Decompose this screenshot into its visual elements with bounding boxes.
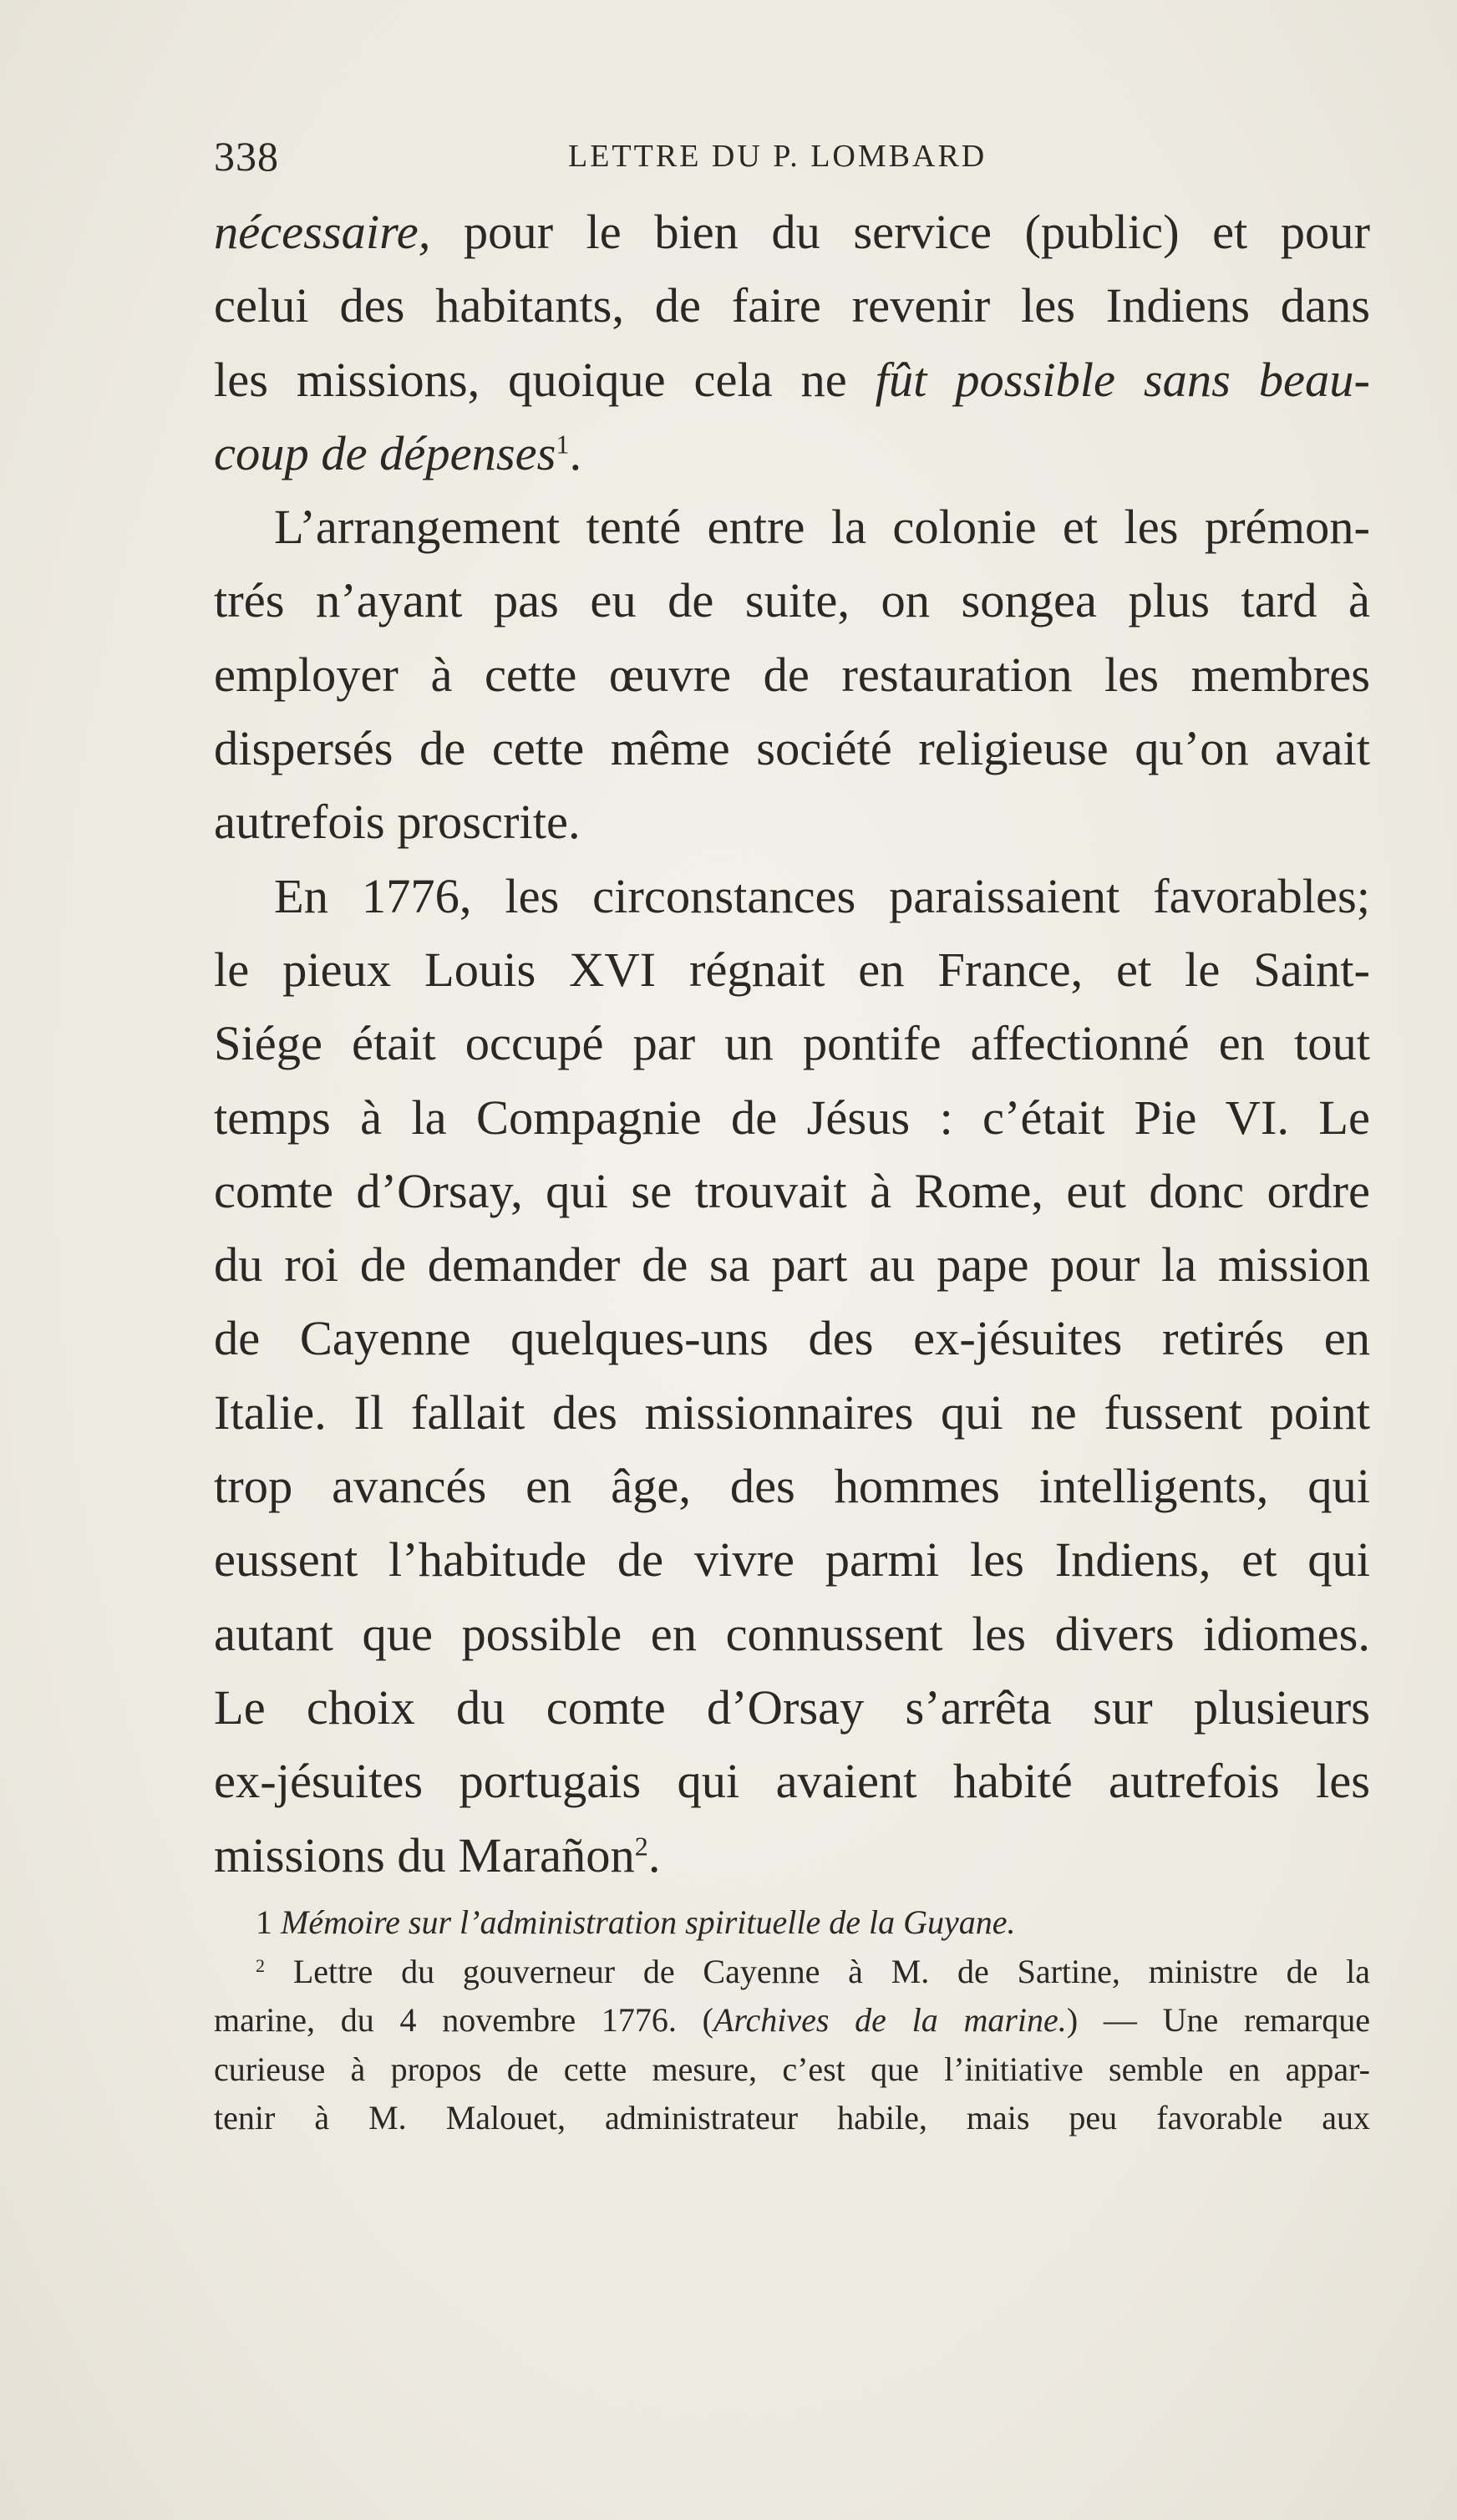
- footnote-ref-1: 1: [556, 429, 570, 460]
- footnote-text: Mémoire sur l’administration spirituelle de la Guyane.: [281, 1903, 1016, 1941]
- page-header: [214, 127, 1367, 185]
- page-number: 338: [214, 133, 279, 180]
- italic-phrase: nécessaire,: [214, 205, 431, 259]
- footnote-marker: 2: [256, 1954, 265, 1976]
- text-line: ex-jésuites portugais qui avaient habité autrefois les: [214, 1754, 1370, 1809]
- text-line: dispersés de cette même société religieuse qu’on avait: [214, 721, 1370, 776]
- footnote-2: $^2$ Lettre du gouverneur de Cayenne à M. de Sartine, ministre de la: [256, 1952, 1371, 1990]
- text-line: Le choix du comte d’Orsay s’arrêta sur plusieurs: [214, 1679, 1370, 1735]
- text-line: le pieux Louis XVI régnait en France, et le Saint-: [214, 942, 1370, 997]
- italic-phrase: fût possible sans beau-: [875, 352, 1370, 407]
- text-line: celui des habitants, de faire revenir les Indiens dans: [214, 278, 1370, 333]
- text-line: du roi de demander de sa part au pape pour la mission: [214, 1237, 1370, 1293]
- main-text: [214, 196, 1370, 1893]
- text-line: comte d’Orsay, qui se trouvait à Rome, eut donc ordre: [214, 1163, 1370, 1218]
- footnote-1: [214, 1898, 1370, 1948]
- footnote-line: marine, du 4 novembre 1776. (Archives de la marine.) — Une remarque: [214, 2001, 1370, 2039]
- footnote-ref-2: 2: [634, 1831, 648, 1862]
- text-line: En 1776, les circonstances paraissaient favorables;: [274, 868, 1370, 923]
- footnotes: [214, 1898, 1370, 2143]
- text-line: L’arrangement tenté entre la colonie et les prémon-: [274, 500, 1370, 555]
- footnote-line: tenir à M. Malouet, administrateur habile, mais peu favorable aux: [214, 2099, 1370, 2136]
- text-line: trop avancés en âge, des hommes intelligents, qui: [214, 1459, 1370, 1514]
- text-line: autrefois proscrite.: [214, 795, 581, 850]
- running-title: LETTRE DU P. LOMBARD: [568, 139, 987, 174]
- text-line: Italie. Il fallait des missionnaires qui ne fussent point: [214, 1384, 1370, 1440]
- text-line: Siége était occupé par un pontife affectionné en tout: [214, 1016, 1370, 1071]
- text-line: de Cayenne quelques-uns des ex-jésuites retirés en: [214, 1311, 1370, 1366]
- text-line: eussent l’habitude de vivre parmi les Indiens, et qui: [214, 1532, 1370, 1588]
- text-line: temps à la Compagnie de Jésus : c’était Pie VI. Le: [214, 1090, 1370, 1145]
- text-line: missions du Marañon$^2$.: [214, 1827, 661, 1882]
- italic-phrase: coup de dépenses: [214, 425, 556, 480]
- footnote-line: curieuse à propos de cette mesure, c’est que l’initiative semble en appar-: [214, 2050, 1370, 2088]
- text-line: nécessaire, pour le bien du service (public) et pour: [214, 205, 1370, 259]
- text-line: autant que possible en connussent les divers idiomes.: [214, 1606, 1370, 1661]
- text-line: les missions, quoique cela ne fût possible sans beau-: [214, 352, 1370, 407]
- text-line: coup de dépenses$^1$.: [214, 425, 582, 480]
- text-line: employer à cette œuvre de restauration les membres: [214, 647, 1370, 702]
- footnote-marker: 1: [256, 1903, 272, 1941]
- text-line: trés n’ayant pas eu de suite, on songea plus tard à: [214, 573, 1370, 628]
